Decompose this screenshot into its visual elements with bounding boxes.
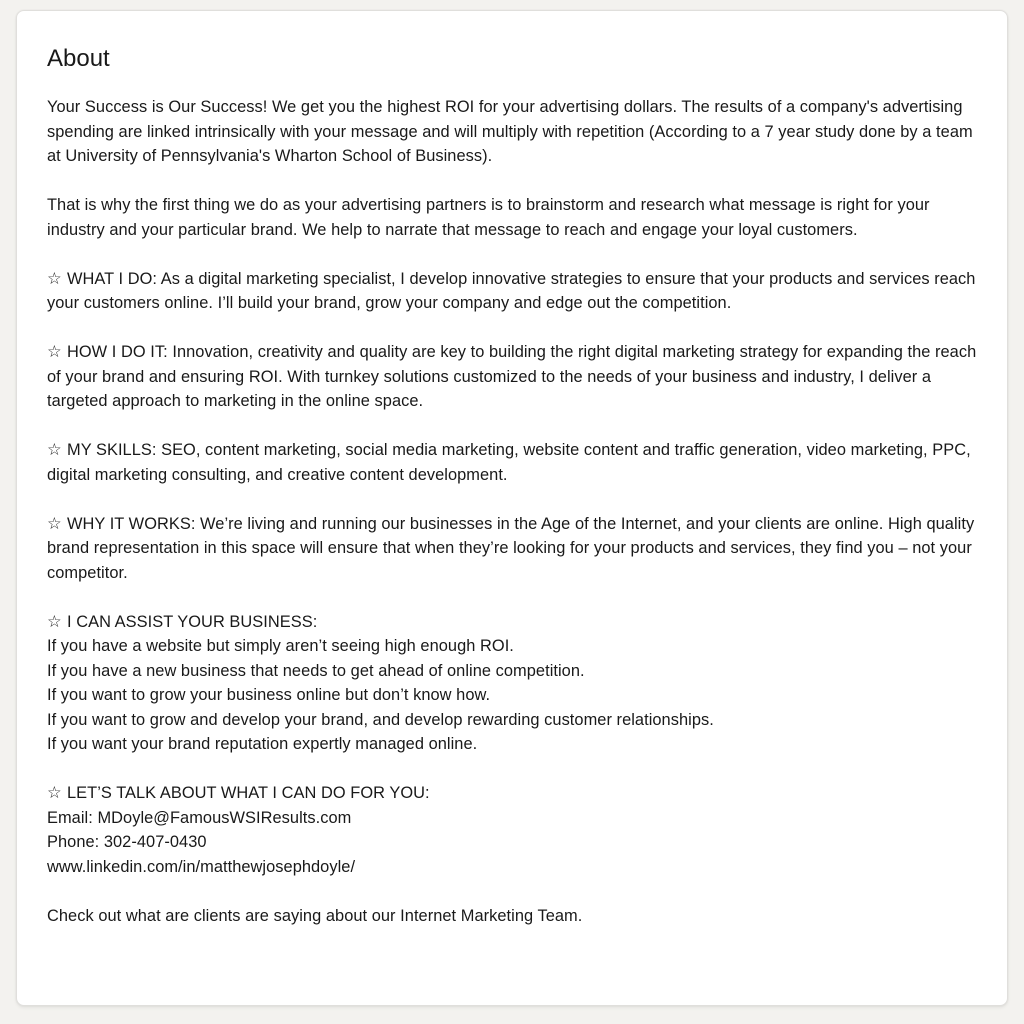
how-i-do-it-text: HOW I DO IT: Innovation, creativity and quality are key to building the right digital marketing strategy for expanding the reach of your brand and ensuring ROI. With turnkey solutions customized to the needs of your business and industry, I deliver a targeted approach to marketing in the online space. <box>47 343 977 410</box>
contact-email: Email: MDoyle@FamousWSIResults.com <box>47 808 352 827</box>
contact-phone: Phone: 302-407-0430 <box>47 833 207 851</box>
list-item: If you want to grow your business online but don’t know how. <box>47 686 491 704</box>
about-title: About <box>47 45 110 72</box>
about-body <box>47 95 977 928</box>
section-what-i-do <box>47 267 977 316</box>
section-how-i-do-it <box>47 340 977 414</box>
contact-heading <box>47 781 977 806</box>
star-icon: ☆ <box>47 441 62 459</box>
closing-text: Check out what are clients are saying about our Internet Marketing Team. <box>47 906 583 925</box>
star-icon: ☆ <box>47 269 62 288</box>
list-item: If you have a new business that needs to get ahead of online competition. <box>47 661 585 680</box>
list-item: If you want to grow and develop your brand, and develop rewarding customer relationships. <box>47 710 714 729</box>
what-i-do-text: WHAT I DO: As a digital marketing specialist, I develop innovative strategies to ensure that your products and services reach your customers online. I’ll build your brand, grow your company and edge out the competition. <box>47 269 976 312</box>
my-skills-text: MY SKILLS: SEO, content marketing, social media marketing, website content and traffic generation, video marketing, PPC, digital marketing consulting, and creative content development. <box>47 441 971 484</box>
star-icon: ☆ <box>47 343 62 361</box>
list-item: If you have a website but simply aren’t seeing high enough ROI. <box>47 637 514 655</box>
paragraph-partners: That is why the first thing we do as your advertising partners is to brainstorm and research what message is right for your industry and your particular brand. We help to narrate that message to reach and engage your loyal customers. <box>47 196 930 239</box>
section-my-skills <box>47 438 977 487</box>
contact-linkedin: www.linkedin.com/in/matthewjosephdoyle/ <box>47 857 356 876</box>
about-card <box>16 10 1008 1006</box>
star-icon: ☆ <box>47 514 62 533</box>
star-icon: ☆ <box>47 612 62 631</box>
assist-heading-text: I CAN ASSIST YOUR BUSINESS: <box>67 612 318 631</box>
section-contact <box>47 781 977 879</box>
list-item: If you want your brand reputation expertly managed online. <box>47 735 478 753</box>
assist-heading <box>47 610 977 635</box>
star-icon: ☆ <box>47 784 62 802</box>
section-assist <box>47 610 977 757</box>
contact-heading-text: LET’S TALK ABOUT WHAT I CAN DO FOR YOU: <box>67 784 430 802</box>
section-why-it-works <box>47 512 977 586</box>
paragraph-success: Your Success is Our Success! We get you the highest ROI for your advertising dollars. The results of a company's advertising spending are linked intrinsically with your message and will multiply with repetition (According to a 7 year study done by a team at University of Pennsylvania's Wharton School of Business). <box>47 98 973 165</box>
why-it-works-text: WHY IT WORKS: We’re living and running our businesses in the Age of the Internet, and your clients are online. High quality brand representation in this space will ensure that when they’re looking for your products and services, they find you – not your competitor. <box>47 514 975 582</box>
